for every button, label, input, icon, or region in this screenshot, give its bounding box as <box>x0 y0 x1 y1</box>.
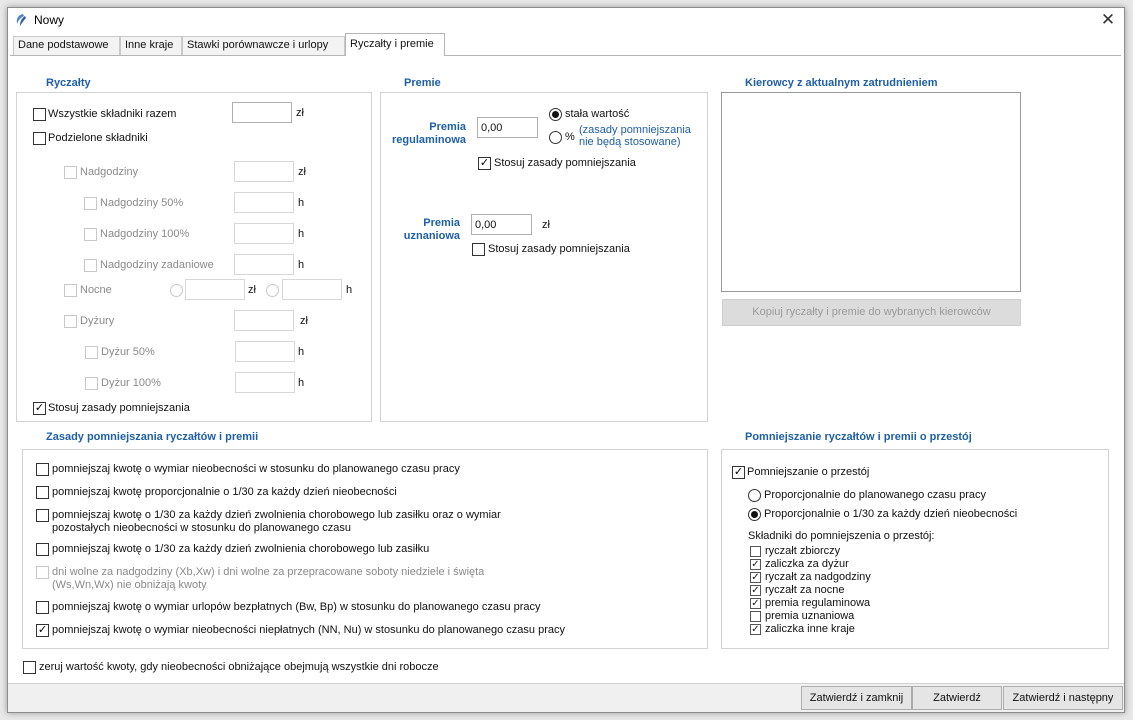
premia-reg-stosuj-checkbox[interactable]: ✓ <box>479 157 490 169</box>
n100-unit: h <box>298 228 305 240</box>
copy-to-drivers-button[interactable]: Kopiuj ryczałty i premie do wybranych kierowców <box>722 299 1021 326</box>
nadgodziny-checkbox[interactable] <box>64 166 77 179</box>
all-components-checkbox[interactable] <box>33 108 46 121</box>
all-components-label: Wszystkie składniki razem <box>48 108 177 120</box>
confirm-next-button[interactable]: Zatwierdź i następny <box>1003 686 1123 710</box>
nzad-input[interactable] <box>234 254 294 275</box>
przestoj-item-checkbox[interactable]: ✓ <box>751 624 760 635</box>
tab-ryczalty-premie[interactable]: Ryczałty i premie <box>345 33 445 56</box>
premia-regulaminowa-label: Premia regulaminowa <box>392 121 466 146</box>
przestoj-item-checkbox[interactable]: ✓ <box>751 585 760 596</box>
zasady-title: Zasady pomniejszania ryczałtów i premii <box>46 431 259 443</box>
d100-label: Dyżur 100% <box>101 377 161 389</box>
premia-uznaniowa-label: Premia uznaniowa <box>403 217 460 242</box>
nzad-checkbox[interactable] <box>84 259 97 272</box>
d100-input[interactable] <box>235 372 295 393</box>
zasady-item-checkbox[interactable] <box>36 463 49 476</box>
all-components-unit: zł <box>296 107 304 119</box>
zasady-item-checkbox[interactable] <box>36 509 49 522</box>
zasady-item-label: pomniejszaj kwotę proporcjonalnie o 1/30 za każdy dzień nieobecności <box>52 486 397 498</box>
premia-reg-stosuj-label: Stosuj zasady pomniejszania <box>494 157 636 169</box>
przestoj-main-label: Pomniejszanie o przestój <box>747 466 870 478</box>
all-components-input[interactable] <box>232 102 292 123</box>
zasady-item-label: pomniejszaj kwotę o wymiar urlopów bezpłatnych (Bw, Bp) w stosunku do planowanego czasu pracy <box>52 601 541 613</box>
przestoj-radio-2[interactable] <box>748 508 761 521</box>
nocne-pln-radio[interactable] <box>170 284 183 297</box>
przestoj-item-checkbox[interactable] <box>750 546 761 557</box>
zasady-item-label: dni wolne za nadgodziny (Xb,Xw) i dni wolne za przepracowane soboty niedziele i święta <box>52 566 485 578</box>
przestoj-item-label: premia regulaminowa <box>765 597 871 609</box>
premia-regulaminowa-input[interactable] <box>477 117 538 138</box>
premia-fixed-label: stała wartość <box>565 108 630 120</box>
nadgodziny-unit: zł <box>298 166 306 178</box>
confirm-button[interactable]: Zatwierdź <box>912 686 1002 710</box>
nocne-hours-input[interactable] <box>282 279 342 300</box>
zasady-item-label: pomniejszaj kwotę o 1/30 za każdy dzień zwolnienia chorobowego lub zasiłku oraz o wymiar <box>52 509 501 521</box>
zasady-item-label-line2: pozostałych nieobecności w stosunku do planowanego czasu <box>52 522 352 534</box>
premia-uzn-stosuj-checkbox[interactable] <box>472 243 485 256</box>
przestoj-item-checkbox[interactable] <box>750 611 761 622</box>
confirm-close-button[interactable]: Zatwierdź i zamknij <box>801 686 912 710</box>
kierowcy-title: Kierowcy z aktualnym zatrudnieniem <box>745 77 938 89</box>
przestoj-item-label: zaliczka inne kraje <box>765 623 855 635</box>
nocne-pln-input[interactable] <box>185 279 245 300</box>
zeruj-checkbox[interactable] <box>23 661 36 674</box>
przestoj-item-label: ryczałt zbiorczy <box>765 545 841 557</box>
d100-unit: h <box>298 377 305 389</box>
tab-inne-kraje[interactable]: Inne kraje <box>120 36 182 55</box>
nocne-pln-unit: zł <box>248 284 256 296</box>
przestoj-title: Pomniejszanie ryczałtów i premii o przestój <box>745 431 972 443</box>
d50-label: Dyżur 50% <box>101 346 155 358</box>
d50-input[interactable] <box>235 341 295 362</box>
n50-unit: h <box>298 197 305 209</box>
ryczalty-stosuj-checkbox[interactable]: ✓ <box>34 402 45 414</box>
przestoj-radio-1[interactable] <box>748 489 761 502</box>
zasady-item-checkbox[interactable] <box>36 543 49 556</box>
tab-stawki[interactable]: Stawki porównawcze i urlopy <box>182 36 345 55</box>
przestoj-radio-2-label: Proporcjonalnie o 1/30 za każdy dzień nieobecności <box>764 508 1018 520</box>
d100-checkbox[interactable] <box>85 377 98 390</box>
n100-label: Nadgodziny 100% <box>100 228 190 240</box>
zasady-item-checkbox[interactable] <box>36 566 49 579</box>
przestoj-main-checkbox[interactable]: ✓ <box>733 466 744 478</box>
przestoj-item-label: ryczałt za nocne <box>765 584 845 596</box>
nadgodziny-label: Nadgodziny <box>80 166 139 178</box>
zeruj-label: zeruj wartość kwoty, gdy nieobecności obniżające obejmują wszystkie dni robocze <box>39 661 439 673</box>
n50-checkbox[interactable] <box>84 197 97 210</box>
close-icon[interactable]: ✕ <box>1100 10 1116 29</box>
n100-checkbox[interactable] <box>84 228 97 241</box>
premia-uznaniowa-input[interactable] <box>471 214 532 235</box>
przestoj-item-checkbox[interactable]: ✓ <box>751 598 760 609</box>
n50-input[interactable] <box>234 192 294 213</box>
przestoj-item-label: ryczałt za nadgodziny <box>765 571 871 583</box>
przestoj-item-checkbox[interactable]: ✓ <box>751 559 760 570</box>
d50-checkbox[interactable] <box>85 346 98 359</box>
przestoj-item-checkbox[interactable]: ✓ <box>751 572 760 583</box>
premia-uznaniowa-unit: zł <box>542 219 550 231</box>
split-components-label: Podzielone składniki <box>48 132 148 144</box>
dyzury-unit: zł <box>300 315 308 327</box>
premie-title: Premie <box>404 77 441 89</box>
ryczalty-title: Ryczałty <box>46 77 91 89</box>
dyzury-input[interactable] <box>234 310 294 331</box>
zasady-item-checkbox[interactable] <box>36 486 49 499</box>
window-title: Nowy <box>34 13 65 27</box>
nocne-hours-unit: h <box>346 284 353 296</box>
przestoj-item-label: premia uznaniowa <box>765 610 855 622</box>
kierowcy-list[interactable] <box>721 92 1021 292</box>
dialog-window <box>7 7 1125 713</box>
nzad-unit: h <box>298 259 305 271</box>
ryczalty-stosuj-label: Stosuj zasady pomniejszania <box>48 402 190 414</box>
zasady-item-checkbox[interactable] <box>36 601 49 614</box>
n50-label: Nadgodziny 50% <box>100 197 184 209</box>
tab-dane-podstawowe[interactable]: Dane podstawowe <box>13 36 120 55</box>
zasady-item-label: pomniejszaj kwotę o wymiar nieobecności w stosunku do planowanego czasu pracy <box>52 463 460 475</box>
d50-unit: h <box>298 346 305 358</box>
dyzury-checkbox[interactable] <box>64 315 77 328</box>
dyzury-label: Dyżury <box>80 315 115 327</box>
przestoj-item-label: zaliczka za dyżur <box>765 558 849 570</box>
nadgodziny-input[interactable] <box>234 161 294 182</box>
nocne-label: Nocne <box>80 284 112 296</box>
nzad-label: Nadgodziny zadaniowe <box>100 259 214 271</box>
zasady-item-checkbox[interactable]: ✓ <box>37 624 48 636</box>
title-bar <box>8 8 1124 34</box>
split-components-checkbox[interactable] <box>33 132 46 145</box>
nocne-hours-radio[interactable] <box>266 284 279 297</box>
premia-fixed-radio[interactable] <box>549 108 562 121</box>
zasady-item-label: pomniejszaj kwotę o wymiar nieobecności niepłatnych (NN, Nu) w stosunku do planowanego czasu pracy <box>52 624 565 636</box>
przestoj-radio-1-label: Proporcjonalnie do planowanego czasu pracy <box>764 489 986 501</box>
przestoj-sub-title: Składniki do pomniejszenia o przestój: <box>748 530 935 542</box>
premia-uzn-stosuj-label: Stosuj zasady pomniejszania <box>488 243 630 255</box>
zasady-item-label: pomniejszaj kwotę o 1/30 za każdy dzień zwolnienia chorobowego lub zasiłku <box>52 543 430 555</box>
premia-pct-radio[interactable] <box>549 131 562 144</box>
n100-input[interactable] <box>234 223 294 244</box>
zasady-item-label-line2: (Ws,Wn,Wx) nie obniżają kwoty <box>52 579 207 591</box>
premia-pct-note: (zasady pomniejszania nie będą stosowane) <box>579 124 691 148</box>
app-logo-icon <box>14 13 28 27</box>
premia-pct-label: % <box>565 131 575 143</box>
nocne-checkbox[interactable] <box>64 284 77 297</box>
